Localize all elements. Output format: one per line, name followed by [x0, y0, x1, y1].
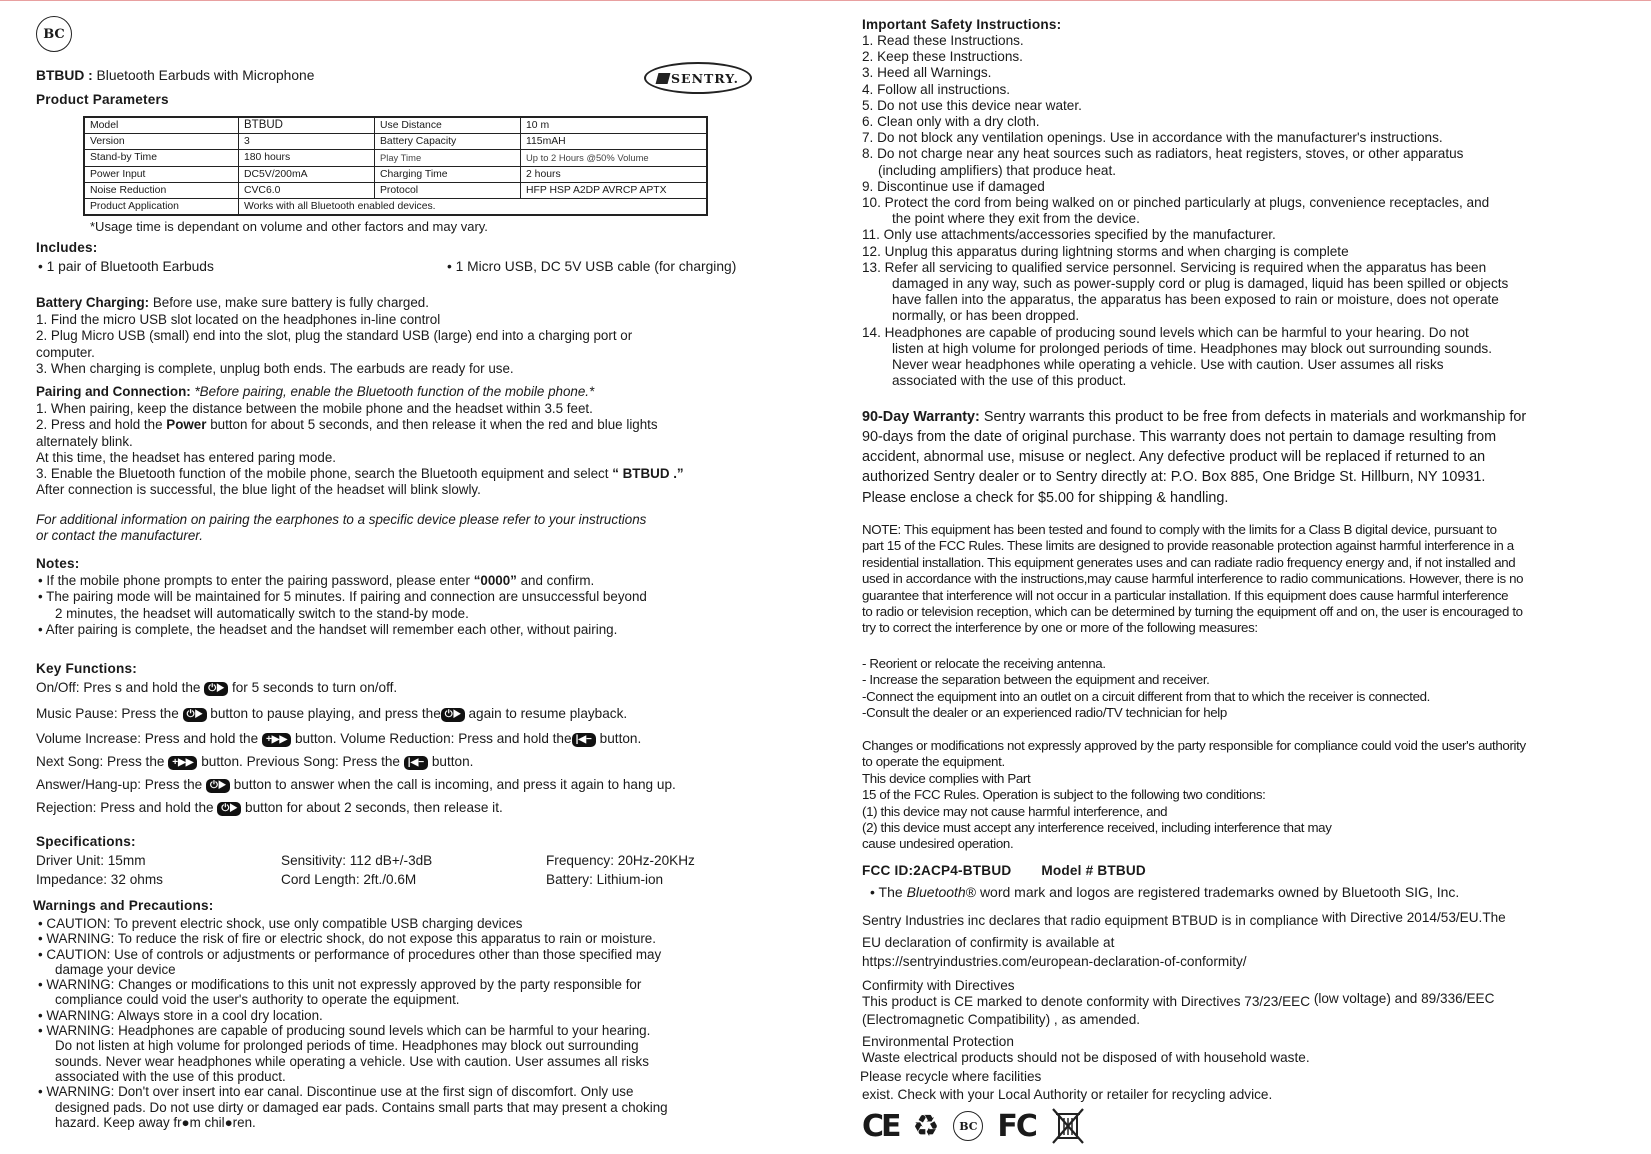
trademark-text: ® word mark and logos are registered trademarks owned by Bluetooth SIG, Inc. [965, 884, 1460, 900]
fcc-measure-item: -Connect the equipment into an outlet on a circuit different from that to which the receiver is connected. [862, 688, 1431, 704]
spec-battery: Battery: Lithium-ion [546, 872, 664, 887]
trademark-text: • The [870, 884, 907, 900]
additional-info-line: For additional information on pairing the earphones to a specific device please refer to your instructions [36, 512, 647, 527]
warning-item: • CAUTION: To prevent electric shock, use only compatible USB charging devices [38, 916, 523, 931]
fcc-measure-item: - Increase the separation between the equipment and receiver. [862, 672, 1210, 688]
table-cell: Protocol [375, 182, 521, 198]
title-desc: Bluetooth Earbuds with Microphone [92, 68, 315, 83]
table-cell: BTBUD [239, 117, 375, 134]
table-cell: Play Time [375, 150, 521, 166]
safety-item: 3. Heed all Warnings. [862, 65, 992, 81]
table-row [84, 199, 707, 216]
power-button-icon: ⏻▶ [441, 708, 465, 722]
minus-button-icon: |◀− [572, 733, 596, 747]
safety-item: 11. Only use attachments/accessories specified by the manufacturer. [862, 227, 1276, 243]
safety-item: 14. Headphones are capable of producing sound levels which can be harmful to your hearing. Do not [862, 324, 1469, 340]
battery-step: 2. Plug Micro USB (small) end into the slot, plug the standard USB (large) end into a charging port or [36, 328, 633, 344]
fcc-id: FCC ID:2ACP4-BTBUD [862, 863, 1012, 878]
safety-item: damaged in any way, such as power-supply cord or plug is damaged, liquid has been spilled or objects [892, 276, 1509, 292]
table-cell: Up to 2 Hours @50% Volume [521, 150, 708, 166]
safety-item: 8. Do not charge near any heat sources such as radiators, heat registers, stoves, or other apparatus [862, 146, 1464, 162]
spec-cord: Cord Length: 2ft./0.6M [281, 872, 417, 887]
ce-mark-icon: CE [862, 1108, 899, 1144]
note-item [38, 573, 647, 589]
key-text: button. [595, 731, 642, 746]
warranty-body [862, 427, 1496, 508]
bt-trademark [870, 884, 1459, 900]
pairing-step-part: button for about 5 seconds, and then release it when the red and blue lights [206, 417, 658, 433]
warning-item: designed pads. Do not use dirty or damaged ear pads. Contains small parts that may present a choking [55, 1099, 668, 1115]
note-item: • After pairing is complete, the headset and the handset will remember each other, without pairing. [38, 621, 618, 637]
eu-text: with Directive 2014/53/EU.The [1322, 910, 1506, 925]
warning-item: • WARNING: Changes or modifications to this unit not expressly approved by the party responsible for [38, 977, 642, 993]
warranty-line: 90-days from the date of original purchase. This warranty does not pertain to damage resulting from [862, 429, 1497, 445]
safety-item: normally, or has been dropped. [892, 308, 1080, 324]
key-text: On/Off: Pres s and hold the [36, 680, 205, 695]
warnings-heading: Warnings and Precautions: [33, 898, 214, 913]
key-text: Next Song: Press the [36, 754, 169, 769]
note-item: • The pairing mode will be maintained for 5 minutes. If pairing and connection are unsuccessful beyond [38, 589, 647, 605]
table-cell: 180 hours [239, 150, 375, 166]
confirmity-line2: (Electromagnetic Compatibility) , as amended. [862, 1012, 1141, 1027]
note-item-cont: 2 minutes, the headset will automatically switch to the stand-by mode. [55, 605, 469, 621]
table-cell: CVC6.0 [239, 182, 375, 198]
fcc-note-line: used in accordance with the instructions,may cause harmful interference to radio communications. However, there is no [862, 571, 1524, 587]
battery-step: 3. When charging is complete, unplug both ends. The earbuds are ready for use. [36, 360, 514, 376]
warranty-line: accident, abnormal use, misuse or neglect. Any defective product will be replaced if returned to an [862, 449, 1486, 466]
table-cell: Works with all Bluetooth enabled devices. [239, 199, 708, 216]
battery-steps [36, 312, 632, 377]
env-heading: Environmental Protection [862, 1034, 1014, 1049]
table-cell: Version [84, 134, 239, 150]
compliance-logos [862, 1106, 1086, 1146]
table-cell: Noise Reduction [84, 182, 239, 198]
safety-item: 10. Protect the cord from being walked on or pinched particularly at plugs, convenience receptacles, and [862, 195, 1490, 211]
warning-item: sounds. Never wear headphones while operating a vehicle. Use with caution. User assumes all risks [55, 1053, 649, 1069]
additional-info [36, 512, 646, 545]
model-number: Model # BTBUD [1041, 863, 1146, 878]
note-part: • If the mobile phone prompts to enter the pairing password, please enter [38, 573, 474, 588]
key-music-pause [36, 706, 627, 722]
pairing-heading-line [36, 384, 594, 400]
key-text: for 5 seconds to turn on/off. [228, 680, 398, 695]
key-volume [36, 731, 641, 747]
key-reject [36, 800, 503, 816]
eu-declaration-link[interactable]: https://sentryindustries.com/european-declaration-of-conformity/ [862, 954, 1247, 969]
title-model: BTBUD : [36, 68, 93, 83]
table-row [84, 166, 707, 182]
eu-line2: EU declaration of confirmity is available at [862, 935, 1115, 950]
fcc-changes-line: cause undesired operation. [862, 836, 1014, 852]
battery-heading: Battery Charging: [36, 295, 150, 310]
key-onoff [36, 680, 397, 696]
power-button-icon: ⏻▶ [217, 802, 241, 816]
includes-item-earbuds: • 1 pair of Bluetooth Earbuds [38, 259, 214, 274]
key-text: Rejection: Press and hold the [36, 800, 218, 815]
table-cell: Power Input [84, 166, 239, 182]
pairing-step: After connection is successful, the blue light of the headset will blink slowly. [36, 482, 481, 498]
table-cell: DC5V/200mA [239, 166, 375, 182]
confirmity-heading: Confirmity with Directives [862, 978, 1015, 993]
key-next-prev [36, 754, 473, 770]
key-text: Answer/Hang-up: Press the [36, 777, 207, 792]
power-word: Power [166, 417, 207, 433]
warning-item: hazard. Keep away fr●m chil●ren. [55, 1114, 256, 1130]
pairing-step: At this time, the headset has entered paring mode. [36, 449, 336, 465]
includes-heading: Includes: [36, 240, 98, 255]
table-cell: Model [84, 117, 239, 134]
pairing-step [36, 417, 684, 433]
warranty-heading: 90-Day Warranty: [862, 409, 980, 425]
bluetooth-word: Bluetooth [906, 884, 966, 900]
safety-item: (including amplifiers) that produce heat. [878, 162, 1117, 178]
fcc-measure-item: - Reorient or relocate the receiving antenna. [862, 656, 1106, 671]
table-row [84, 150, 707, 166]
bc-icon-text: BC [959, 1119, 978, 1133]
key-answer [36, 777, 676, 793]
fcc-changes-line: (2) this device must accept any interference received, including interference that may [862, 820, 1332, 836]
power-button-icon: ⏻▶ [206, 779, 230, 793]
warranty-line: Please enclose a check for $5.00 for shipping & handling. [862, 489, 1229, 506]
plus-button-icon: +▶▶ [168, 756, 197, 770]
spec-sensitivity: Sensitivity: 112 dB+/-3dB [281, 853, 433, 868]
env-line2: Please recycle where facilities [860, 1069, 1042, 1084]
fcc-note-line: NOTE: This equipment has been tested and found to comply with the limits for a Class B digital device, pursuant to [862, 522, 1497, 537]
bc-logo-text: BC [43, 26, 65, 42]
fcc-changes [862, 738, 1526, 853]
minus-button-icon: |◀− [404, 756, 428, 770]
safety-item: have fallen into the apparatus, the apparatus has been exposed to rain or moisture, does not operate [892, 292, 1499, 308]
safety-item: 7. Do not block any ventilation openings. Use in accordance with the manufacturer's instructions. [862, 130, 1443, 146]
table-cell: HFP HSP A2DP AVRCP APTX [521, 182, 708, 198]
additional-info-line: or contact the manufacturer. [36, 528, 203, 544]
safety-item: 13. Refer all servicing to qualified service personnel. Servicing is required when the apparatus has been [862, 259, 1487, 275]
warranty-line: authorized Sentry dealer or to Sentry directly at: P.O. Box 885, One Bridge St. Hillburn, NY 10931. [862, 469, 1486, 486]
warnings-list [38, 916, 668, 1130]
warning-item: damage your device [55, 961, 176, 977]
fcc-changes-line: 15 of the FCC Rules. Operation is subject to the following two conditions: [862, 787, 1266, 803]
fcc-note-line: try to correct the interference by one or more of the following measures: [862, 620, 1258, 636]
key-text: Music Pause: Press the [36, 706, 183, 721]
safety-item: Never wear headphones while operating a vehicle. Use with caution. User assumes all risks [892, 357, 1444, 373]
safety-heading: Important Safety Instructions: [862, 17, 1062, 32]
pairing-step-part: 3. Enable the Bluetooth function of the mobile phone, search the Bluetooth equipment and select [36, 466, 609, 482]
fcc-note-line: to radio or television reception, which can be determined by turning the equipment off and on, the user is encouraged to [862, 604, 1523, 620]
fcc-id-line [862, 863, 1146, 878]
fcc-changes-line: to operate the equipment. [862, 754, 1005, 770]
fcc-note-line: guarantee that interference will not occur in a particular installation. If this equipment does cause harmful interference [862, 587, 1509, 603]
warning-item: • WARNING: Always store in a cool dry location. [38, 1007, 323, 1023]
safety-item: 6. Clean only with a dry cloth. [862, 114, 1040, 130]
fcc-measures [862, 656, 1430, 722]
pairing-device-name: “ BTBUD .” [612, 466, 684, 482]
pairing-step: alternately blink. [36, 433, 133, 449]
table-cell: Battery Capacity [375, 134, 521, 150]
warranty-first-line [862, 407, 1526, 427]
fcc-changes-line: (1) this device may not cause harmful interference, and [862, 803, 1168, 819]
fcc-icon: FC [997, 1108, 1036, 1144]
fcc-note-line: part 15 of the FCC Rules. These limits are designed to provide reasonable protection against harmful interference in a [862, 538, 1514, 554]
table-cell: 2 hours [521, 166, 708, 182]
safety-item: associated with the use of this product. [892, 373, 1127, 389]
eu-text: Sentry Industries inc declares that radio equipment BTBUD is in compliance [862, 913, 1323, 928]
key-text: button to pause playing, and press the [206, 706, 441, 721]
product-parameters-heading: Product Parameters [36, 92, 169, 107]
bc-logo [36, 16, 72, 52]
confirmity-text: (low voltage) and 89/336/EEC [1313, 991, 1495, 1006]
key-text: Volume Increase: Press and hold the [36, 731, 262, 746]
pairing-step [36, 466, 684, 482]
table-cell: 3 [239, 134, 375, 150]
includes-item-cable: • 1 Micro USB, DC 5V USB cable (for charging) [447, 259, 737, 274]
specs-heading: Specifications: [36, 834, 136, 849]
spec-driver: Driver Unit: 15mm [36, 853, 146, 868]
warning-item: compliance could void the user's authority to operate the equipment. [55, 992, 460, 1008]
notes-heading: Notes: [36, 556, 80, 571]
table-cell: 10 m [521, 117, 708, 134]
confirmity-text: This product is CE marked to denote conformity with Directives 73/23/EEC [862, 994, 1314, 1009]
key-text: button. Previous Song: Press the [197, 754, 404, 769]
env-line3: exist. Check with your Local Authority or retailer for recycling advice. [862, 1087, 1273, 1102]
pairing-steps [36, 401, 684, 499]
spec-frequency: Frequency: 20Hz-20KHz [546, 853, 695, 868]
fcc-changes-line: This device complies with Part [862, 770, 1031, 786]
table-row [84, 117, 707, 134]
warning-item: • WARNING: Don't over insert into ear canal. Discontinue use at the first sign of discomfort. Only use [38, 1084, 634, 1100]
table-cell: Product Application [84, 199, 239, 216]
usage-note: *Usage time is dependant on volume and other factors and may vary. [90, 219, 488, 234]
key-functions-heading: Key Functions: [36, 661, 137, 676]
pairing-step-part: 2. Press and hold the [36, 417, 167, 433]
fcc-measure-item: -Consult the dealer or an experienced radio/TV technician for help [862, 705, 1227, 721]
product-parameters-table [83, 116, 708, 216]
notes-list [38, 573, 647, 638]
weee-bin-icon [1050, 1106, 1086, 1146]
safety-item: the point where they exit from the device. [892, 211, 1140, 227]
warranty-text: Sentry warrants this product to be free from defects in materials and workmanship for [979, 409, 1527, 425]
key-text: again to resume playback. [464, 706, 628, 721]
note-part: and confirm. [516, 573, 595, 588]
fcc-note [862, 522, 1523, 637]
battery-step: computer. [36, 344, 95, 360]
plus-button-icon: +▶▶ [262, 733, 291, 747]
warning-item: Do not listen at high volume for prolonged periods of time. Headphones may block out surrounding [55, 1038, 639, 1054]
bc-icon [953, 1111, 983, 1141]
eu-line1 [862, 910, 1506, 929]
recycle-icon: ♻ [912, 1109, 940, 1143]
battery-step: 1. Find the micro USB slot located on the headphones in-line control [36, 312, 441, 327]
safety-item: listen at high volume for prolonged periods of time. Headphones may block out surrounding sounds. [892, 340, 1492, 356]
table-cell: 115mAH [521, 134, 708, 150]
warning-item: • WARNING: Headphones are capable of producing sound levels which can be harmful to your hearing. [38, 1023, 651, 1039]
spec-impedance: Impedance: 32 ohms [36, 872, 163, 887]
pairing-intro: *Before pairing, enable the Bluetooth function of the mobile phone.* [190, 384, 595, 399]
sentry-logo [644, 62, 752, 94]
warning-item: • CAUTION: Use of controls or adjustments or performance of procedures other than those specified may [38, 946, 662, 962]
key-text: button for about 2 seconds, then release it. [241, 800, 503, 815]
safety-item: 4. Follow all instructions. [862, 81, 1011, 97]
battery-heading-line [36, 295, 429, 311]
fcc-note-line: residential installation. This equipment generates uses and can radiate radio frequency energy and, if not installed and [862, 554, 1516, 570]
table-cell: Stand-by Time [84, 150, 239, 166]
env-line1: Waste electrical products should not be disposed of with household waste. [862, 1050, 1310, 1065]
table-cell: Charging Time [375, 166, 521, 182]
table-row [84, 182, 707, 198]
key-text: button. [428, 754, 474, 769]
pairing-heading: Pairing and Connection: [36, 384, 191, 399]
pairing-step: 1. When pairing, keep the distance between the mobile phone and the headset within 3.5 feet. [36, 401, 593, 416]
safety-item: 2. Keep these Instructions. [862, 49, 1023, 65]
product-title [36, 68, 314, 84]
sentry-mark-icon [656, 73, 671, 84]
table-cell: Use Distance [375, 117, 521, 134]
warning-item: associated with the use of this product. [55, 1068, 286, 1084]
safety-item: 5. Do not use this device near water. [862, 97, 1082, 113]
safety-item: 12. Unplug this apparatus during lightning storms and when charging is complete [862, 243, 1349, 259]
confirmity-line1 [862, 991, 1495, 1010]
safety-list [862, 33, 1508, 389]
key-text: button to answer when the call is incoming, and press it again to hang up. [229, 777, 676, 792]
sentry-logo-text: SENTRY. [671, 70, 739, 86]
fcc-changes-line: Changes or modifications not expressly approved by the party responsible for compliance could void the user's authority [862, 738, 1526, 753]
warning-item: • WARNING: To reduce the risk of fire or electric shock, do not expose this apparatus to rain or moisture. [38, 931, 656, 947]
safety-item: 1. Read these Instructions. [862, 33, 1024, 48]
battery-intro: Before use, make sure battery is fully charged. [149, 295, 429, 310]
page-top-border [0, 0, 1651, 1]
table-row [84, 134, 707, 150]
power-button-icon: ⏻▶ [183, 708, 207, 722]
pairing-password: “0000” [473, 573, 517, 588]
key-text: button. Volume Reduction: Press and hold the [291, 731, 572, 746]
safety-item: 9. Discontinue use if damaged [862, 178, 1045, 194]
power-button-icon: ⏻▶ [204, 682, 228, 696]
